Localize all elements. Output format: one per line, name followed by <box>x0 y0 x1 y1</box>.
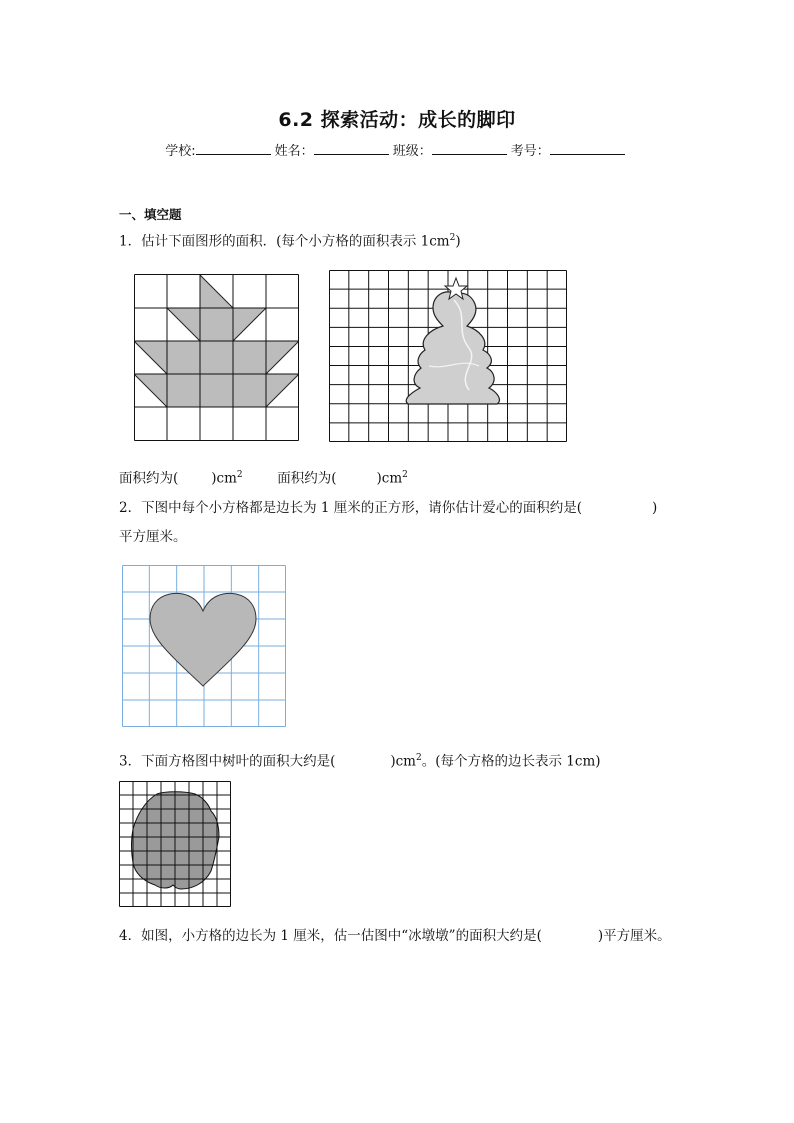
question-4-text: 4．如图，小方格的边长为 1 厘米，估一估图中“冰墩墩”的面积大约是( )平方厘米。 <box>119 928 671 944</box>
school-label: 学校: <box>165 144 196 159</box>
q1-leaf-grid-figure <box>134 274 299 441</box>
q1-answer-line: 面积约为( )$cm^2$ 面积约为( )$cm^2$ <box>119 470 408 487</box>
q2-heart-shape <box>150 593 256 686</box>
question-3-text: 3．下面方格图中树叶的面积大约是( )$cm^2$。(每个方格的边长表示 1cm) <box>119 753 601 770</box>
page-title: 6.2 探索活动：成长的脚印 <box>278 109 516 131</box>
question-1-text: 1．估计下面图形的面积．(每个小方格的面积表示 $1cm^2$) <box>119 233 461 250</box>
q2-heart-grid-figure <box>122 565 286 727</box>
q1-tree-shape <box>406 292 499 404</box>
exam-no-label: 考号： <box>510 144 550 159</box>
name-blank[interactable] <box>314 142 389 155</box>
q1-tree-grid-figure <box>329 270 567 442</box>
section-heading: 一、填空题 <box>119 207 182 222</box>
class-blank[interactable] <box>432 142 507 155</box>
student-info-line <box>0 140 794 159</box>
question-2-line2: 平方厘米。 <box>119 529 187 545</box>
question-2-text: 2．下图中每个小方格都是边长为 1 厘米的正方形，请你估计爱心的面积约是( ) <box>119 500 658 516</box>
school-blank[interactable] <box>196 142 271 155</box>
class-label: 班级： <box>392 144 432 159</box>
name-label: 姓名： <box>274 144 314 159</box>
exam-no-blank[interactable] <box>550 142 625 155</box>
q3-leaf-grid-figure <box>119 781 231 907</box>
